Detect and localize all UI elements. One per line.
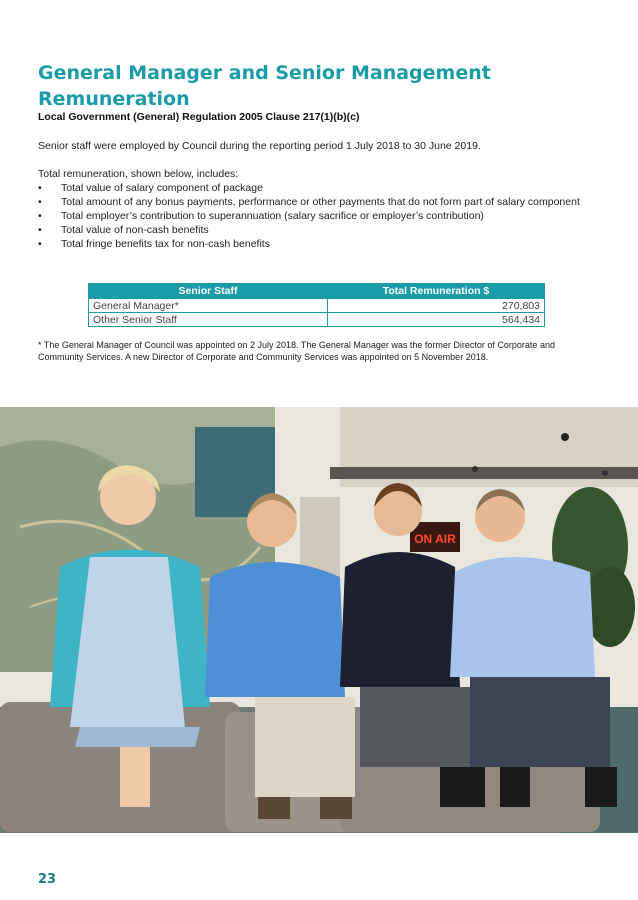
list-item: • Total employer’s contribution to superannuation (salary sacrifice or employer’s contribution)	[38, 209, 598, 223]
staff-group-photo	[0, 407, 638, 833]
on-air-sign: ON AIR	[414, 532, 456, 546]
table-row	[89, 299, 545, 313]
staff-cell: Other Senior Staff	[89, 313, 328, 327]
table-row	[89, 313, 545, 327]
list-item: • Total value of salary component of package	[38, 181, 598, 195]
remuneration-cell: 270,803	[328, 299, 545, 313]
intro-paragraph: Senior staff were employed by Council during the reporting period 1 July 2018 to 30 June 2019.	[38, 140, 481, 152]
remuneration-lead-text: Total remuneration, shown below, includes:	[38, 168, 239, 180]
list-item: • Total amount of any bonus payments, performance or other payments that do not form part of salary component	[38, 195, 598, 209]
list-item: • Total value of non-cash benefits	[38, 223, 598, 237]
remuneration-cell: 564,434	[328, 313, 545, 327]
list-item: • Total fringe benefits tax for non-cash benefits	[38, 237, 598, 251]
footnote: * The General Manager of Council was appointed on 2 July 2018. The General Manager was the former Director of Corporate and Community Services. A new Director of Corporate and Community Services was appointed on 5 November 2018.	[38, 340, 555, 362]
table-header-row	[89, 284, 545, 299]
column-header-total-remuneration: Total Remuneration $	[328, 284, 545, 299]
remuneration-table	[88, 283, 545, 327]
regulation-subtitle: Local Government (General) Regulation 2005 Clause 217(1)(b)(c)	[38, 111, 360, 123]
staff-cell: General Manager*	[89, 299, 328, 313]
page-number: 23	[38, 872, 57, 887]
page-title: General Manager and Senior Management Remuneration	[38, 62, 491, 110]
staff-group-photo-illustration	[0, 407, 638, 833]
remuneration-components-list	[38, 181, 598, 251]
column-header-senior-staff: Senior Staff	[89, 284, 328, 299]
